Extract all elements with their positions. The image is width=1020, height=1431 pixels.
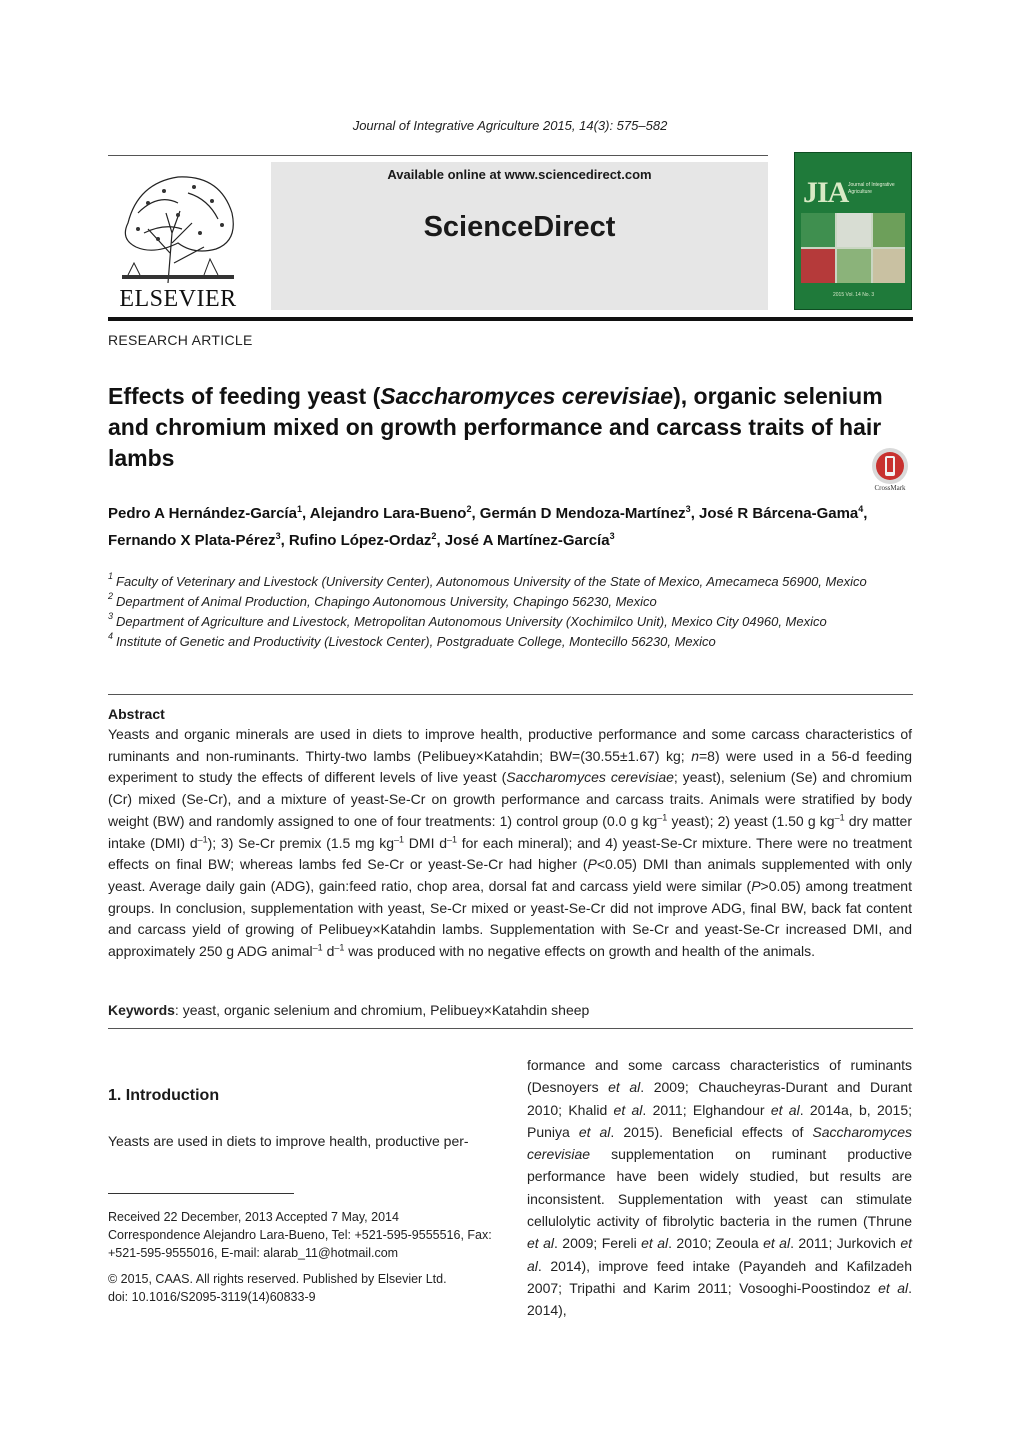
available-online-text[interactable]: Available online at www.sciencedirect.com	[387, 167, 652, 182]
crossmark-label: CrossMark	[874, 484, 906, 492]
article-type: RESEARCH ARTICLE	[108, 332, 253, 348]
journal-cover-photos	[801, 213, 905, 283]
journal-cover-footer: 2015 Vol. 14 No. 3	[833, 292, 875, 298]
doi[interactable]: doi: 10.1016/S2095-3119(14)60833-9	[108, 1290, 316, 1304]
correspondence: Correspondence Alejandro Lara-Bueno, Tel: +521-595-9555516, Fax: +521-595-9555016, E-mail: alarab_11@hotmail.com	[108, 1228, 492, 1260]
journal-cover-subtitle: Journal of Integrative Agriculture	[848, 182, 895, 195]
copyright: © 2015, CAAS. All rights reserved. Published by Elsevier Ltd.	[108, 1272, 447, 1286]
header-thick-rule	[108, 317, 913, 321]
introduction-right-text: formance and some carcass characteristics of ruminants (Desnoyers et al. 2009; Chaucheyras-Durant and Durant 2010; Khalid et al. 2011; Elghandour et al. 2014a, b, 2015; Puniya et al. 2015). Beneficial effects of Saccharomyces cerevisiae supplementation on ruminant productive performance have been widely studied, but results are inconsistent. Supplementation with yeast can stimulate cellulolytic activity of fibrolytic bacteria in the rumen (Thrune et al. 2009; Fereli et al. 2010; Zeoula et al. 2011; Jurkovich et al. 2014), improve feed intake (Payandeh and Kafilzadeh 2007; Tripathi and Karim 2011; Vosooghi-Poostindoz et al. 2014),	[527, 1057, 913, 1319]
affiliation: 3 Department of Agriculture and Livestock, Metropolitan Autonomous University (Xochimilco Unit), Mexico City 04960, Mexico	[108, 611, 827, 629]
footnote-rule	[108, 1193, 294, 1194]
author-name[interactable]: Germán D Mendoza-Martínez	[479, 505, 686, 522]
author-list: Pedro A Hernández-García$^1$, Alejandro Lara-Bueno$^2$, Germán D Mendoza-Martínez$^3$, José R Bárcena-Gama$^4$, Fernando X Plata-Pérez$^3$, Rufino López-Ordaz$^2$, José A Martínez-García$^3$	[108, 504, 868, 549]
author-name[interactable]: Alejandro Lara-Bueno	[309, 505, 467, 522]
author-name[interactable]: Fernando X Plata-Pérez	[108, 532, 276, 549]
abstract-top-rule	[108, 694, 913, 695]
header-rule	[108, 155, 768, 156]
abstract-heading: Abstract	[108, 706, 165, 722]
abstract-body: Yeasts and organic minerals are used in diets to improve health, productive performance and some carcass characteristics of ruminants and non-ruminants. Thirty-two lambs (Pelibuey×Katahdin; BW=(30.55±1.67) kg; n=8) were used in a 56-d feeding experiment to study the effects of different levels of live yeast (Saccharomyces cerevisiae; yeast), selenium (Se) and chromium (Cr) mixed (Se-Cr), and a mixture of yeast-Se-Cr on growth performance and carcass traits. Animals were stratified by body weight (BW) and randomly assigned to one of four treatments: 1) control group (0.0 g $kg^{-1}$ yeast); 2) yeast (1.50 g $kg^{-1}$ dry matter intake (DMI) $d^{-1}$); 3) Se-Cr premix (1.5 mg $kg^{-1}$ DMI $d^{-1}$ for each mineral); and 4) yeast-Se-Cr mixture. There were no treatment effects on final BW; whereas lambs fed Se-Cr or yeast-Se-Cr had higher (P<0.05) DMI than animals supplemented with only yeast. Average daily gain (ADG), gain:feed ratio, chop area, dorsal fat and carcass yield were similar (P>0.05) among treatment groups. In conclusion, supplementation with yeast, Se-Cr mixed or yeast-Se-Cr did not improve ADG, final BW, back fat content and carcass yield of growing of Pelibuey×Katahdin lambs. Supplementation with Se-Cr and yeast-Se-Cr increased DMI, and approximately 250 g ADG animal$^{-1}$ $d^{-1}$ was produced with no negative effects on growth and health of the animals.	[108, 726, 913, 960]
affiliation: 2 Department of Animal Production, Chapingo Autonomous University, Chapingo 56230, Mexico	[108, 591, 657, 609]
journal-cover-letters: JIA	[803, 176, 849, 209]
author-name[interactable]: Pedro A Hernández-García	[108, 505, 297, 522]
footnotes	[108, 1208, 496, 1306]
affiliation: 1 Faculty of Veterinary and Livestock (University Center), Autonomous University of the State of Mexico, Amecameca 56900, Mexico	[108, 571, 867, 589]
abstract-bottom-rule	[108, 1028, 913, 1029]
sciencedirect-title: ScienceDirect	[423, 211, 616, 243]
section-heading-introduction: 1. Introduction	[108, 1087, 220, 1104]
author-name[interactable]: José R Bárcena-Gama	[699, 505, 859, 522]
keywords: Keywords: yeast, organic selenium and chromium, Pelibuey×Katahdin sheep	[108, 1002, 590, 1018]
article-title: Effects of feeding yeast (Saccharomyces cerevisiae), organic selenium and chromium mixed on growth performance and carcass traits of hair lambs	[108, 383, 883, 471]
introduction-left-text: Yeasts are used in diets to improve health, productive per-	[108, 1133, 469, 1149]
affiliation: 4 Institute of Genetic and Productivity (Livestock Center), Postgraduate College, Montecillo 56230, Mexico	[108, 631, 716, 649]
received-dates: Received 22 December, 2013 Accepted 7 May, 2014	[108, 1210, 399, 1224]
journal-citation: Journal of Integrative Agriculture 2015, 14(3): 575–582	[352, 118, 668, 133]
affiliation-list	[108, 572, 914, 652]
elsevier-wordmark: ELSEVIER	[119, 286, 237, 312]
author-name[interactable]: Rufino López-Ordaz	[288, 532, 432, 549]
author-name[interactable]: José A Martínez-García	[444, 532, 610, 549]
